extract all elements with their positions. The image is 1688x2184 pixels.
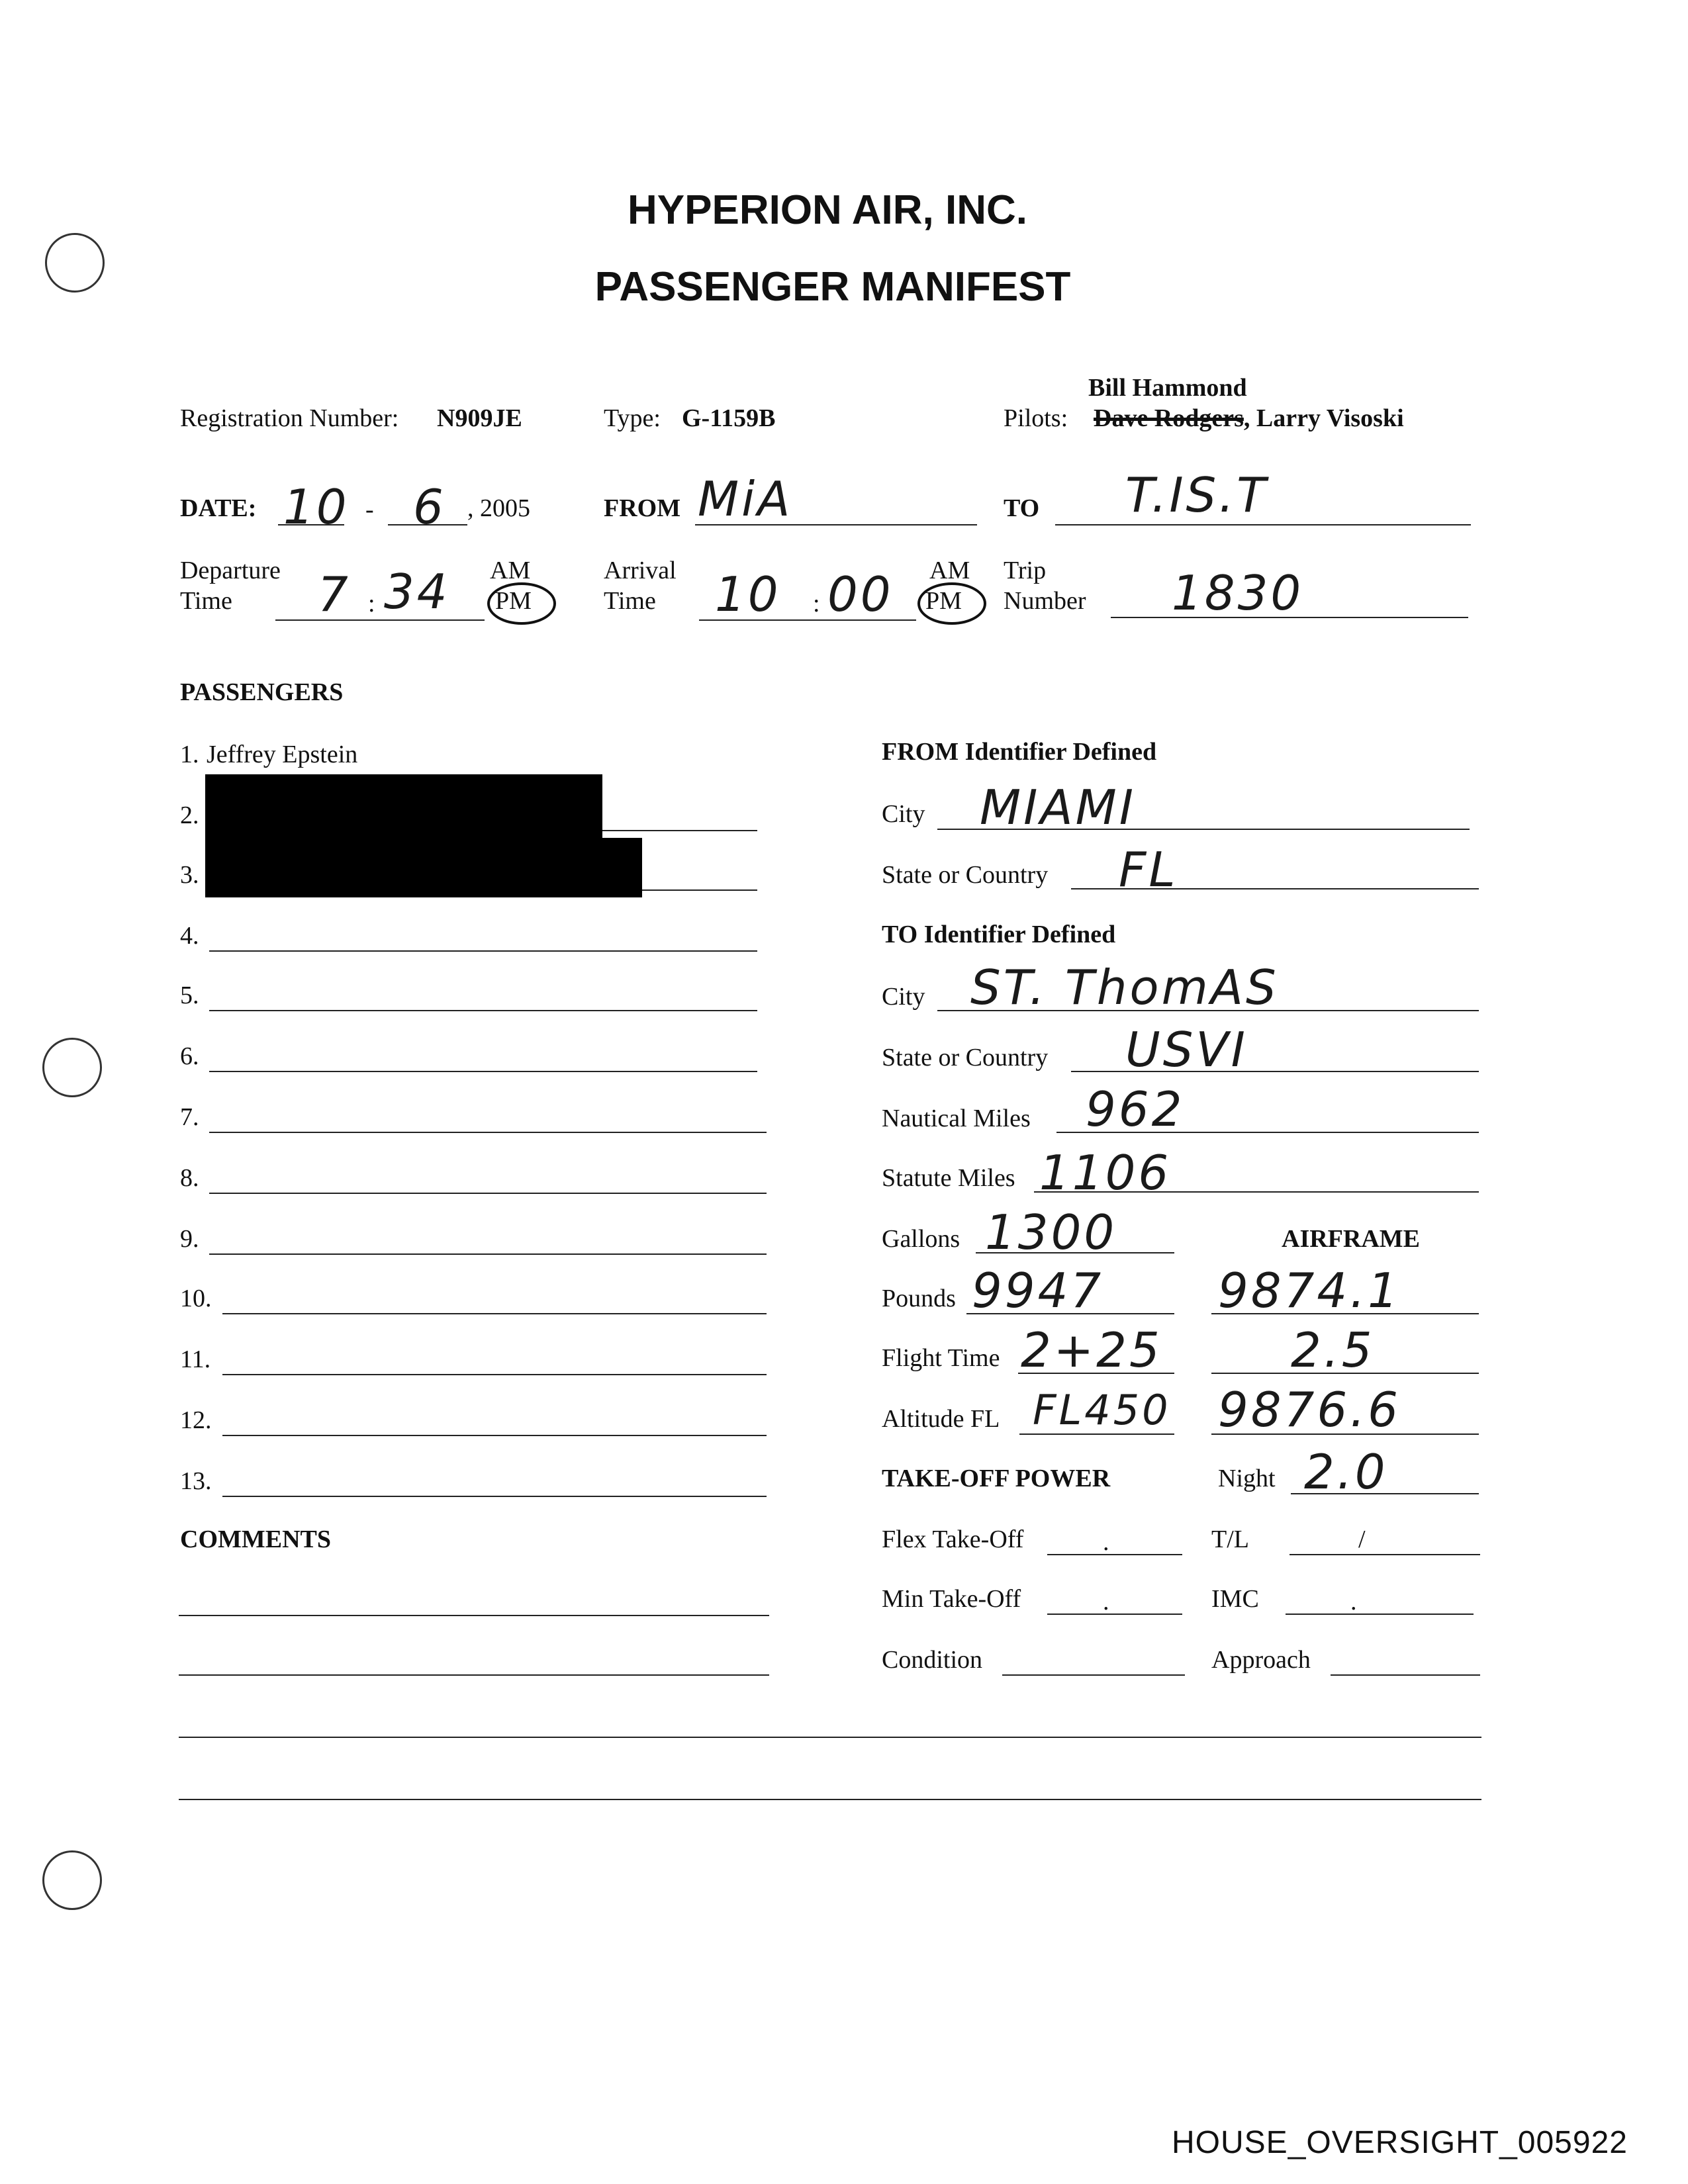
to-value: T.IS.T [1125,467,1269,523]
approach-line [1331,1674,1480,1676]
airframe-2-value: 2.5 [1291,1322,1375,1378]
night-label: Night [1218,1465,1276,1492]
bates-number: HOUSE_OVERSIGHT_005922 [1172,2125,1628,2160]
min-label: Min Take-Off [882,1585,1021,1613]
date-day: 6 [413,479,446,535]
min-line [1047,1614,1182,1615]
type-label: Type: [604,404,661,432]
comment-line-2 [179,1674,769,1676]
passenger-line [209,1253,767,1255]
departure-label-2: Time [180,587,232,615]
redaction-box-2 [205,838,642,897]
nautical-label: Nautical Miles [882,1105,1031,1132]
passenger-number: 6. [180,1042,199,1070]
passenger-line [209,950,757,952]
flight-time-label: Flight Time [882,1344,1000,1372]
airframe-1-value: 9874.1 [1218,1263,1401,1318]
departure-pm: PM [495,587,532,615]
company-name: HYPERION AIR, INC. [628,187,1027,233]
departure-label-1: Departure [180,557,281,584]
comment-line-3 [179,1737,1481,1738]
pounds-label: Pounds [882,1285,956,1312]
to-city-label: City [882,983,925,1011]
passenger-number: 12. [180,1406,212,1434]
airframe-3-value: 9876.6 [1218,1382,1401,1437]
passenger-number: 11. [180,1345,211,1373]
departure-pm-circle [487,582,556,625]
date-label: DATE: [180,494,257,522]
type-value: G-1159B [682,404,776,432]
arrival-am: AM [929,557,970,584]
pilot-struck: Dave Rodgers [1094,404,1244,432]
to-identifier-heading: TO Identifier Defined [882,921,1116,948]
comment-line-4 [179,1799,1481,1800]
arrival-pm-circle [917,582,986,625]
passenger-number: 3. [180,861,199,889]
from-city-value: MIAMI [980,780,1136,835]
min-dot: . [1103,1588,1109,1615]
passenger-number: 13. [180,1467,212,1495]
from-identifier-heading: FROM Identifier Defined [882,738,1157,766]
departure-am: AM [490,557,531,584]
comments-heading: COMMENTS [180,1525,331,1553]
statute-label: Statute Miles [882,1164,1015,1192]
arrival-hour: 10 [715,567,781,622]
passenger-line [222,1496,767,1497]
passenger-line [209,1010,757,1011]
flex-dot: . [1103,1528,1109,1556]
pounds-value: 9947 [972,1263,1104,1318]
registration-value: N909JE [437,404,522,432]
departure-line [275,619,485,621]
imc-dot: . [1350,1588,1357,1615]
passenger-number: 4. [180,922,199,950]
airframe-label: AIRFRAME [1282,1225,1420,1253]
passenger-line [222,1313,767,1314]
from-city-label: City [882,800,925,828]
approach-label: Approach [1211,1646,1311,1674]
page-title: PASSENGER MANIFEST [594,264,1071,310]
passenger-name: Jeffrey Epstein [207,741,358,768]
registration-label: Registration Number: [180,404,399,432]
departure-hour: 7 [318,567,351,622]
takeoff-heading: TAKE-OFF POWER [882,1465,1111,1492]
to-label: TO [1004,494,1040,522]
condition-line [1002,1674,1185,1676]
pilot-second: , Larry Visoski [1243,404,1404,432]
pilots-value [1094,405,1404,433]
passenger-number: 5. [180,981,199,1009]
passenger-line [209,1193,767,1194]
to-state-label: State or Country [882,1044,1049,1071]
trip-value: 1830 [1172,565,1304,621]
passenger-line [222,1435,767,1436]
trip-label-1: Trip [1004,557,1047,584]
redaction-box-1 [205,774,602,838]
night-value: 2.0 [1304,1444,1388,1500]
flight-time-value: 2+25 [1021,1322,1162,1378]
arrival-label-2: Time [604,587,656,615]
from-state-label: State or Country [882,861,1049,889]
from-state-value: FL [1119,842,1178,897]
from-label: FROM [604,494,681,522]
pilot-added: Bill Hammond [1088,374,1247,402]
gallons-value: 1300 [985,1205,1117,1260]
punch-hole-top [45,233,105,293]
tl-slash: / [1358,1525,1366,1553]
passenger-line [209,1071,757,1072]
passenger-number: 9. [180,1225,199,1253]
comment-line-1 [179,1615,769,1616]
departure-sep: : [368,590,375,617]
date-month: 10 [283,479,350,535]
to-state-value: USVI [1125,1022,1248,1077]
punch-hole-middle [42,1038,102,1097]
tl-label: T/L [1211,1525,1249,1553]
from-value: MiA [698,471,793,527]
passenger-line [222,1374,767,1375]
to-line [1055,524,1471,525]
altitude-value: FL450 [1033,1386,1171,1434]
passenger-number: 2. [180,801,199,829]
nautical-value: 962 [1086,1081,1185,1137]
passengers-heading: PASSENGERS [180,678,344,706]
arrival-min: 00 [827,567,894,622]
punch-hole-bottom [42,1850,102,1910]
passenger-number: 10. [180,1285,212,1312]
arrival-pm: PM [925,587,962,615]
flex-line [1047,1554,1182,1555]
condition-label: Condition [882,1646,983,1674]
tl-line [1289,1554,1480,1555]
date-year: , 2005 [467,494,530,522]
passenger-number: 7. [180,1103,199,1131]
arrival-sep: : [813,590,820,617]
statute-value: 1106 [1039,1145,1172,1201]
imc-line [1286,1614,1474,1615]
gallons-label: Gallons [882,1225,961,1253]
passenger-number: 1. [180,741,199,768]
passenger-number: 8. [180,1164,199,1192]
imc-label: IMC [1211,1585,1259,1613]
to-city-value: ST. ThomAS [970,960,1279,1015]
passenger-line [209,1132,767,1133]
altitude-label: Altitude FL [882,1405,1000,1433]
pilots-label: Pilots: [1004,404,1068,432]
date-dash: - [365,496,374,523]
trip-label-2: Number [1004,587,1086,615]
arrival-label-1: Arrival [604,557,677,584]
departure-min: 34 [384,564,450,619]
flex-label: Flex Take-Off [882,1525,1024,1553]
